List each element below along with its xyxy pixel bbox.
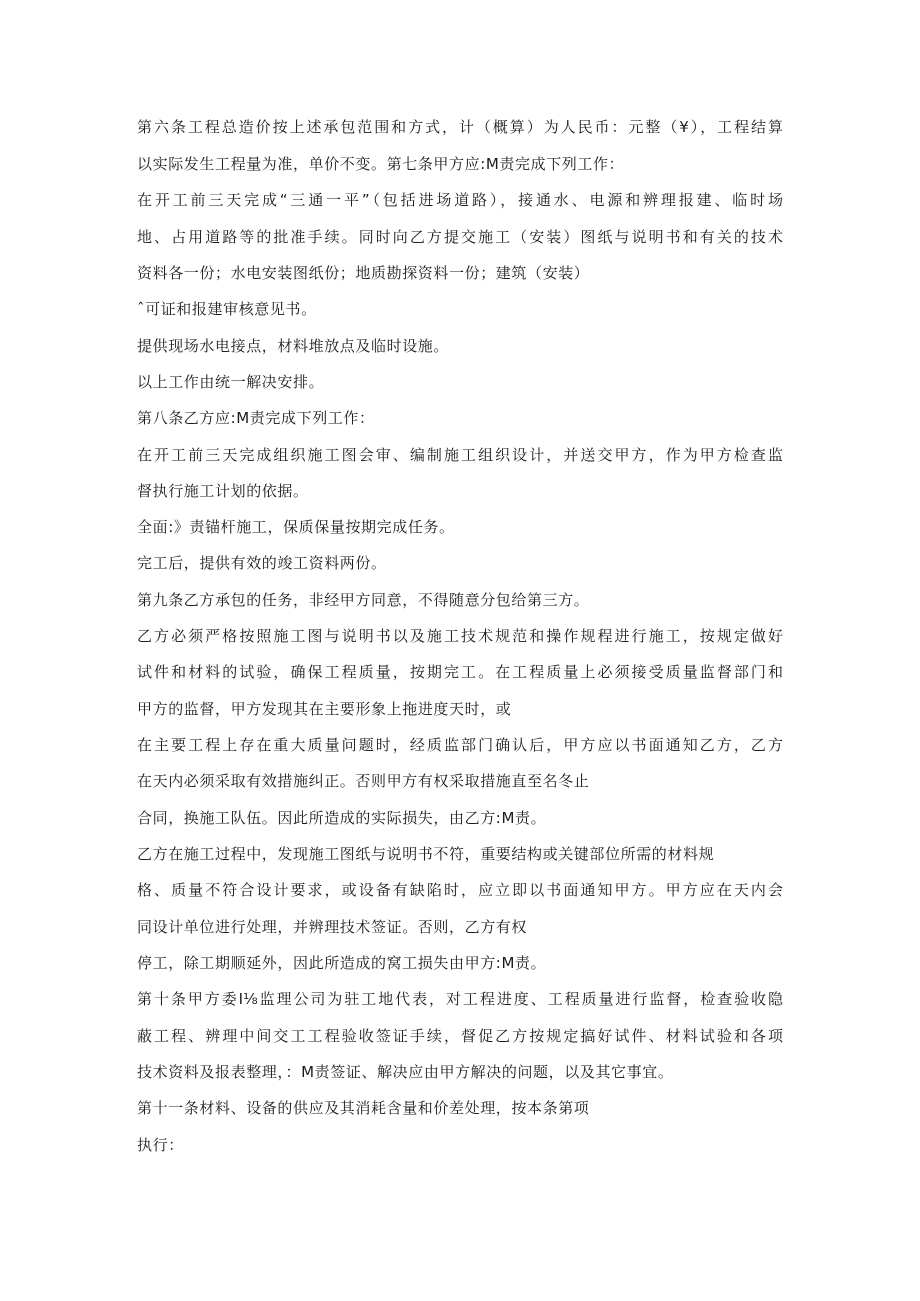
- text-line: 试件和材料的试验，确保工程质量，按期完工。在工程质量上必须接受质量监督部门和: [137, 663, 783, 681]
- text-line: 资料各一份；水电安装图纸份；地质勘探资料一份；建筑（安装）: [137, 264, 590, 282]
- text-line: ˆ可证和报建审核意见书。: [137, 300, 317, 318]
- text-line: 以上工作由统一解决安排。: [137, 373, 325, 391]
- text-line: 地、占用道路等的批准手续。同时向乙方提交施工（安装）图纸与说明书和有关的技术: [137, 228, 783, 246]
- text-line: 督执行施工计划的依据。: [137, 482, 309, 500]
- text-line: 第十条甲方委I⅛监理公司为驻工地代表，对工程进度、工程质量进行监督，检查验收隐: [137, 990, 783, 1008]
- text-line: 第十一条材料、设备的供应及其消耗含量和价差处理，按本条第项: [137, 1099, 590, 1117]
- text-line: 合同，换施工队伍。因此所造成的实际损失，由乙方:M责。: [137, 809, 547, 827]
- text-line: 技术资料及报表整理，：M责签证、解决应由甲方解决的问题，以及其它事宜。: [137, 1063, 674, 1081]
- text-line: 同设计单位进行处理，并辨理技术签证。否则，乙方有权: [137, 918, 528, 936]
- text-line: 全面:》责锚杆施工，保质保量按期完成任务。: [137, 518, 455, 536]
- text-line: 蔽工程、辨理中间交工工程验收签证手续，督促乙方按规定搞好试件、材料试验和各项: [137, 1027, 783, 1045]
- text-line: 完工后，提供有效的竣工资料两份。: [137, 554, 387, 572]
- text-line: 以实际发生工程量为准，单价不变。第七条甲方应:M责完成下列工作：: [137, 155, 625, 173]
- text-line: 第六条工程总造价按上述承包范围和方式，计（概算）为人民币：元整（¥），工程结算: [137, 118, 783, 136]
- text-line: 停工，除工期顺延外，因此所造成的窝工损失由甲方:M责。: [137, 954, 547, 972]
- text-line: 在天内必须采取有效措施纠正。否则甲方有权采取措施直至名冬止: [137, 772, 590, 790]
- text-line: 第八条乙方应:M责完成下列工作：: [137, 409, 375, 427]
- text-line: 在主要工程上存在重大质量问题时，经质监部门确认后，甲方应以书面通知乙方，乙方: [137, 736, 783, 754]
- text-line: 甲方的监督，甲方发现其在主要形象上拖进度天时，或: [137, 700, 512, 718]
- text-line: 乙方在施工过程中，发现施工图纸与说明书不符，重要结构或关键部位所需的材料规: [137, 845, 715, 863]
- text-line: 格、质量不符合设计要求，或设备有缺陷时，应立即以书面通知甲方。甲方应在天内会: [137, 881, 783, 899]
- text-line: 执行：: [137, 1136, 184, 1154]
- text-line: 在开工前三天完成组织施工图会审、编制施工组织设计，并送交甲方，作为甲方检查监: [137, 446, 783, 464]
- text-line: 在开工前三天完成“三通一平”（包括进场道路），接通水、电源和辨理报建、临时场: [137, 191, 783, 209]
- text-line: 乙方必须严格按照施工图与说明书以及施工技术规范和操作规程进行施工，按规定做好: [137, 627, 783, 645]
- text-line: 提供现场水电接点，材料堆放点及临时设施。: [137, 337, 450, 355]
- text-line: 第九条乙方承包的任务，非经甲方同意，不得随意分包给第三方。: [137, 591, 590, 609]
